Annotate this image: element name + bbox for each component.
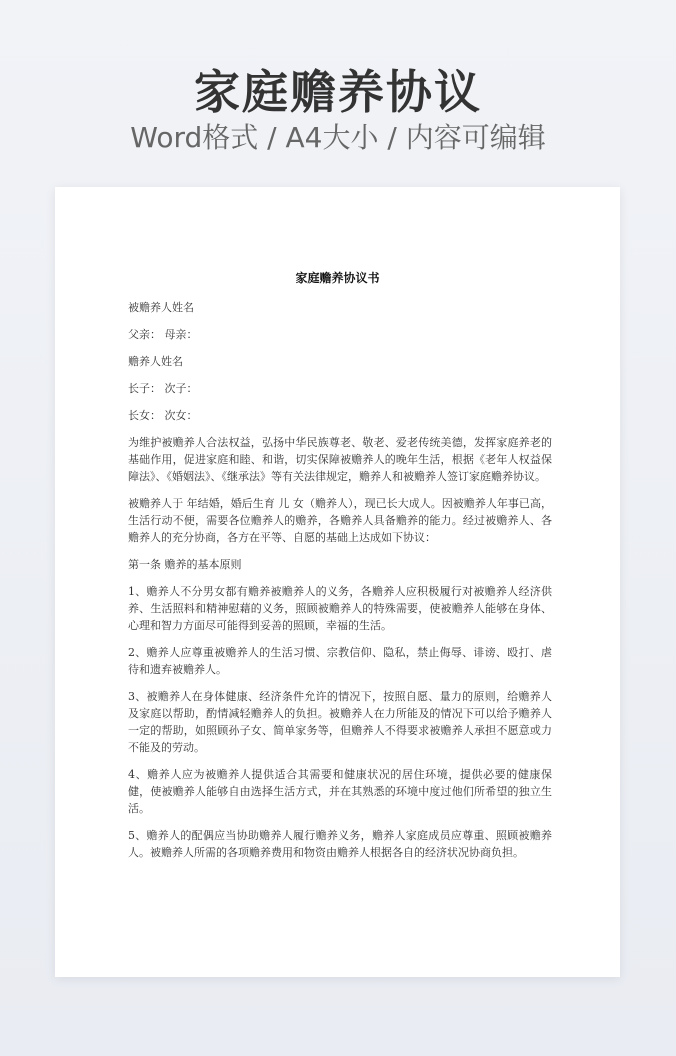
clause-5: 5、赡养人的配偶应当协助赡养人履行赡养义务，赡养人家庭成员应尊重、照顾被赡养人。被赡养人所需的各项赡养费用和物资由赡养人根据各自的经济状况协商负担。: [128, 829, 552, 859]
clause-2: 2、赡养人应尊重被赡养人的生活习惯、宗教信仰、隐私，禁止侮辱、诽谤、殴打、虐待和遗弃被赡养人。: [128, 646, 552, 676]
daughters-line: 长女： 次女：: [128, 409, 198, 422]
document-body: [128, 299, 552, 871]
clause-3: 3、被赡养人在身体健康、经济条件允许的情况下，按照自愿、量力的原则，给赡养人及家庭以帮助，酌情减轻赡养人的负担。被赡养人在力所能及的情况下可以给予赡养人一定的帮助，如照顾孙子女、简单家务等，但赡养人不得要求被赡养人承担不愿意或力不能及的劳动。: [128, 690, 552, 754]
page-title: 家庭赡养协议: [194, 65, 482, 119]
page-subtitle: Word格式 / A4大小 / 内容可编辑: [130, 121, 546, 154]
document-page: [55, 187, 620, 977]
clause-1: 1、赡养人不分男女都有赡养被赡养人的义务，各赡养人应积极履行对被赡养人经济供养、生活照料和精神慰藉的义务，照顾被赡养人的特殊需要，使被赡养人能够在身体、心理和智力方面尽可能得到妥善的照顾，幸福的生活。: [128, 585, 552, 632]
supporter-name-label: 赡养人姓名: [128, 355, 183, 368]
document-title: 家庭赡养协议书: [295, 271, 380, 285]
parents-line: 父亲： 母亲：: [128, 328, 198, 341]
background-paragraph: 被赡养人于 年结婚，婚后生育 儿 女（赡养人），现已长大成人。因被赡养人年事已高，生活行动不便，需要各位赡养人的赡养，各赡养人具备赡养的能力。经过被赡养人、各赡养人的充分协商，各方在平等、自愿的基础上达成如下协议：: [128, 497, 552, 544]
clause-4: 4、赡养人应为被赡养人提供适合其需要和健康状况的居住环境，提供必要的健康保健，使被赡养人能够自由选择生活方式，并在其熟悉的环境中度过他们所希望的独立生活。: [128, 768, 552, 815]
sons-line: 长子： 次子：: [128, 382, 198, 395]
article-one-heading: 第一条 赡养的基本原则: [128, 558, 242, 571]
preamble-paragraph: 为维护被赡养人合法权益，弘扬中华民族尊老、敬老、爱老传统美德，发挥家庭养老的基础作用，促进家庭和睦、和谐，切实保障被赡养人的晚年生活，根据《老年人权益保障法》、《婚姻法》、《继承法》等有关法律规定，赡养人和被赡养人签订家庭赡养协议。: [128, 436, 552, 483]
elder-name-label: 被赡养人姓名: [128, 301, 194, 314]
